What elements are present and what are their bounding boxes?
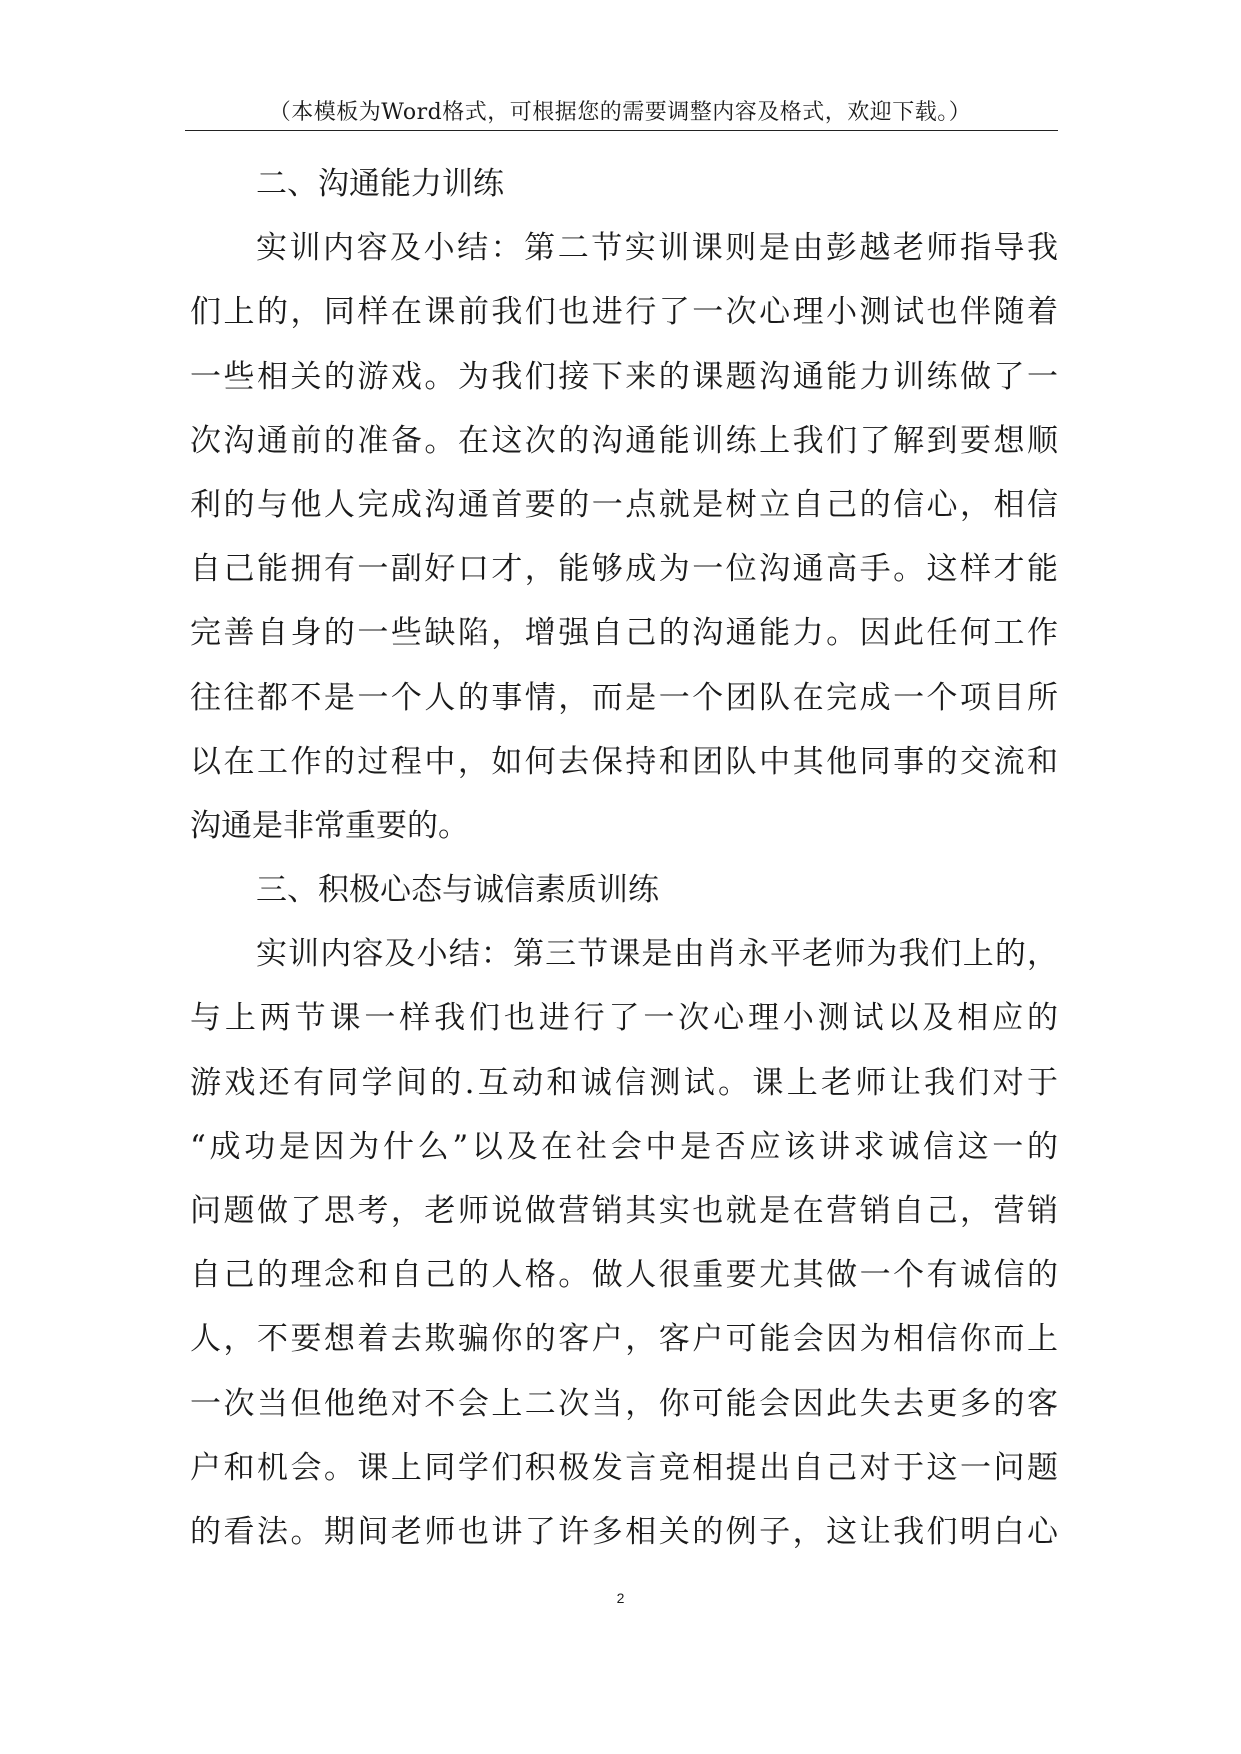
paragraph-line: 与上两节课一样我们也进行了一次心理小测试以及相应的 xyxy=(190,1000,1058,1037)
page-number: 2 xyxy=(616,1590,625,1606)
paragraph-line: 游戏还有同学间的.互动和诚信测试。课上老师让我们对于 xyxy=(190,1064,1058,1101)
paragraph-line: 自己的理念和自己的人格。做人很重要尤其做一个有诚信的 xyxy=(190,1257,1058,1294)
paragraph-line: 一次当但他绝对不会上二次当，你可能会因此失去更多的客 xyxy=(190,1385,1058,1422)
paragraph-line: 沟通是非常重要的。 xyxy=(190,807,469,844)
paragraph-line: 实训内容及小结：第三节课是由肖永平老师为我们上的， xyxy=(256,936,1058,973)
section-heading: 三、积极心态与诚信素质训练 xyxy=(256,872,659,909)
paragraph-line: 次沟通前的准备。在这次的沟通能训练上我们了解到要想顺 xyxy=(190,422,1058,459)
paragraph-line: 实训内容及小结：第二节实训课则是由彭越老师指导我 xyxy=(256,230,1058,267)
paragraph-line: 们上的，同样在课前我们也进行了一次心理小测试也伴随着 xyxy=(190,294,1058,331)
paragraph-line: 利的与他人完成沟通首要的一点就是树立自己的信心，相信 xyxy=(190,486,1058,523)
paragraph-line: 完善自身的一些缺陷，增强自己的沟通能力。因此任何工作 xyxy=(190,615,1058,652)
paragraph-line: 的看法。期间老师也讲了许多相关的例子，这让我们明白心 xyxy=(190,1513,1058,1550)
paragraph-line: 一些相关的游戏。为我们接下来的课题沟通能力训练做了一 xyxy=(190,358,1058,395)
template-note: （本模板为Word格式，可根据您的需要调整内容及格式，欢迎下载。） xyxy=(268,100,972,125)
document-body xyxy=(190,152,1058,1564)
paragraph-line: 自己能拥有一副好口才，能够成为一位沟通高手。这样才能 xyxy=(190,551,1058,588)
paragraph-line: 户和机会。课上同学们积极发言竞相提出自己对于这一问题 xyxy=(190,1449,1058,1486)
paragraph-line: 以在工作的过程中，如何去保持和团队中其他同事的交流和 xyxy=(190,743,1058,780)
section-heading: 二、沟通能力训练 xyxy=(256,166,504,202)
paragraph-line: 问题做了思考，老师说做营销其实也就是在营销自己，营销 xyxy=(190,1193,1058,1229)
header-divider xyxy=(185,130,1058,131)
paragraph-line: 往往都不是一个人的事情，而是一个团队在完成一个项目所 xyxy=(190,679,1058,716)
paragraph-line: 人，不要想着去欺骗你的客户，客户可能会因为相信你而上 xyxy=(190,1321,1058,1358)
paragraph-line: “成功是因为什么”以及在社会中是否应该讲求诚信这一的 xyxy=(190,1128,1058,1165)
